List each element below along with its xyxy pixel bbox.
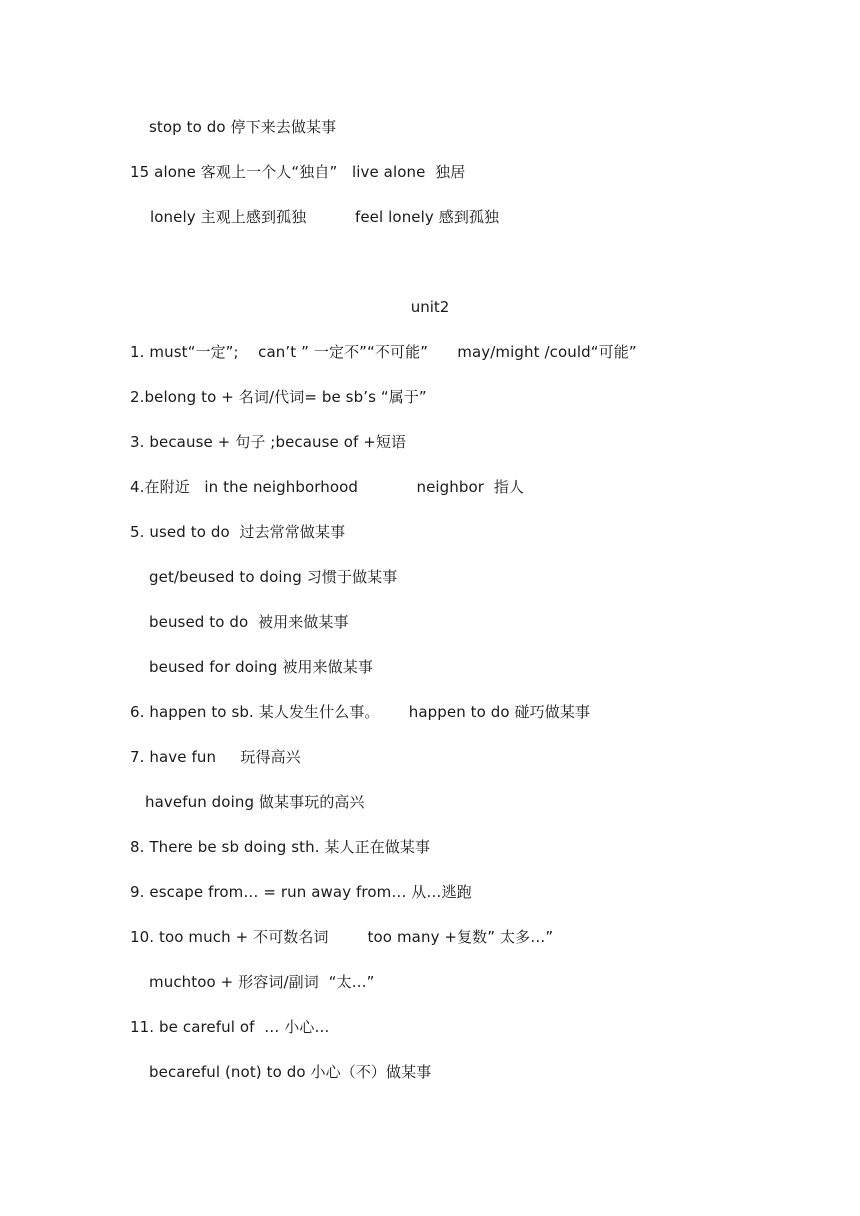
note-line-be-careful-to-do: becareful (not) to do 小心（不）做某事 <box>149 1063 432 1081</box>
note-line-11-be-careful-of: 11. be careful of … 小心… <box>130 1018 330 1036</box>
note-line-be-used-for-doing: beused for doing 被用来做某事 <box>149 658 373 676</box>
note-line-be-used-to-do: beused to do 被用来做某事 <box>149 613 349 631</box>
note-line-much-too: muchtoo + 形容词/副词 “太…” <box>149 973 375 991</box>
note-line-10-too-much: 10. too much + 不可数名词 too many +复数” 太多…” <box>130 928 554 946</box>
note-line-lonely: lonely 主观上感到孤独 feel lonely 感到孤独 <box>150 208 500 226</box>
note-line-8-there-be: 8. There be sb doing sth. 某人正在做某事 <box>130 838 431 856</box>
note-line-get-used-to-doing: get/beused to doing 习惯于做某事 <box>149 568 398 586</box>
note-line-6-happen: 6. happen to sb. 某人发生什么事。 happen to do 碰巧做某事 <box>130 703 591 721</box>
note-line-15-alone: 15 alone 客观上一个人“独自” live alone 独居 <box>130 163 466 181</box>
section-heading-unit2: unit2 <box>410 298 450 316</box>
note-line-4-neighborhood: 4.在附近 in the neighborhood neighbor 指人 <box>130 478 525 496</box>
note-line-3-because: 3. because + 句子 ;because of +短语 <box>130 433 407 451</box>
note-line-1-must: 1. must“一定”; can’t ” 一定不”“不可能” may/might /could“可能” <box>130 343 637 361</box>
note-line-2-belong-to: 2.belong to + 名词/代词= be sb’s “属于” <box>130 388 427 406</box>
note-line-9-escape-from: 9. escape from… = run away from… 从…逃跑 <box>130 883 472 901</box>
note-line-5-used-to-do: 5. used to do 过去常常做某事 <box>130 523 346 541</box>
note-line-stop-to-do: stop to do 停下来去做某事 <box>149 118 337 136</box>
note-line-have-fun-doing: havefun doing 做某事玩的高兴 <box>145 793 365 811</box>
note-line-7-have-fun: 7. have fun 玩得高兴 <box>130 748 301 766</box>
